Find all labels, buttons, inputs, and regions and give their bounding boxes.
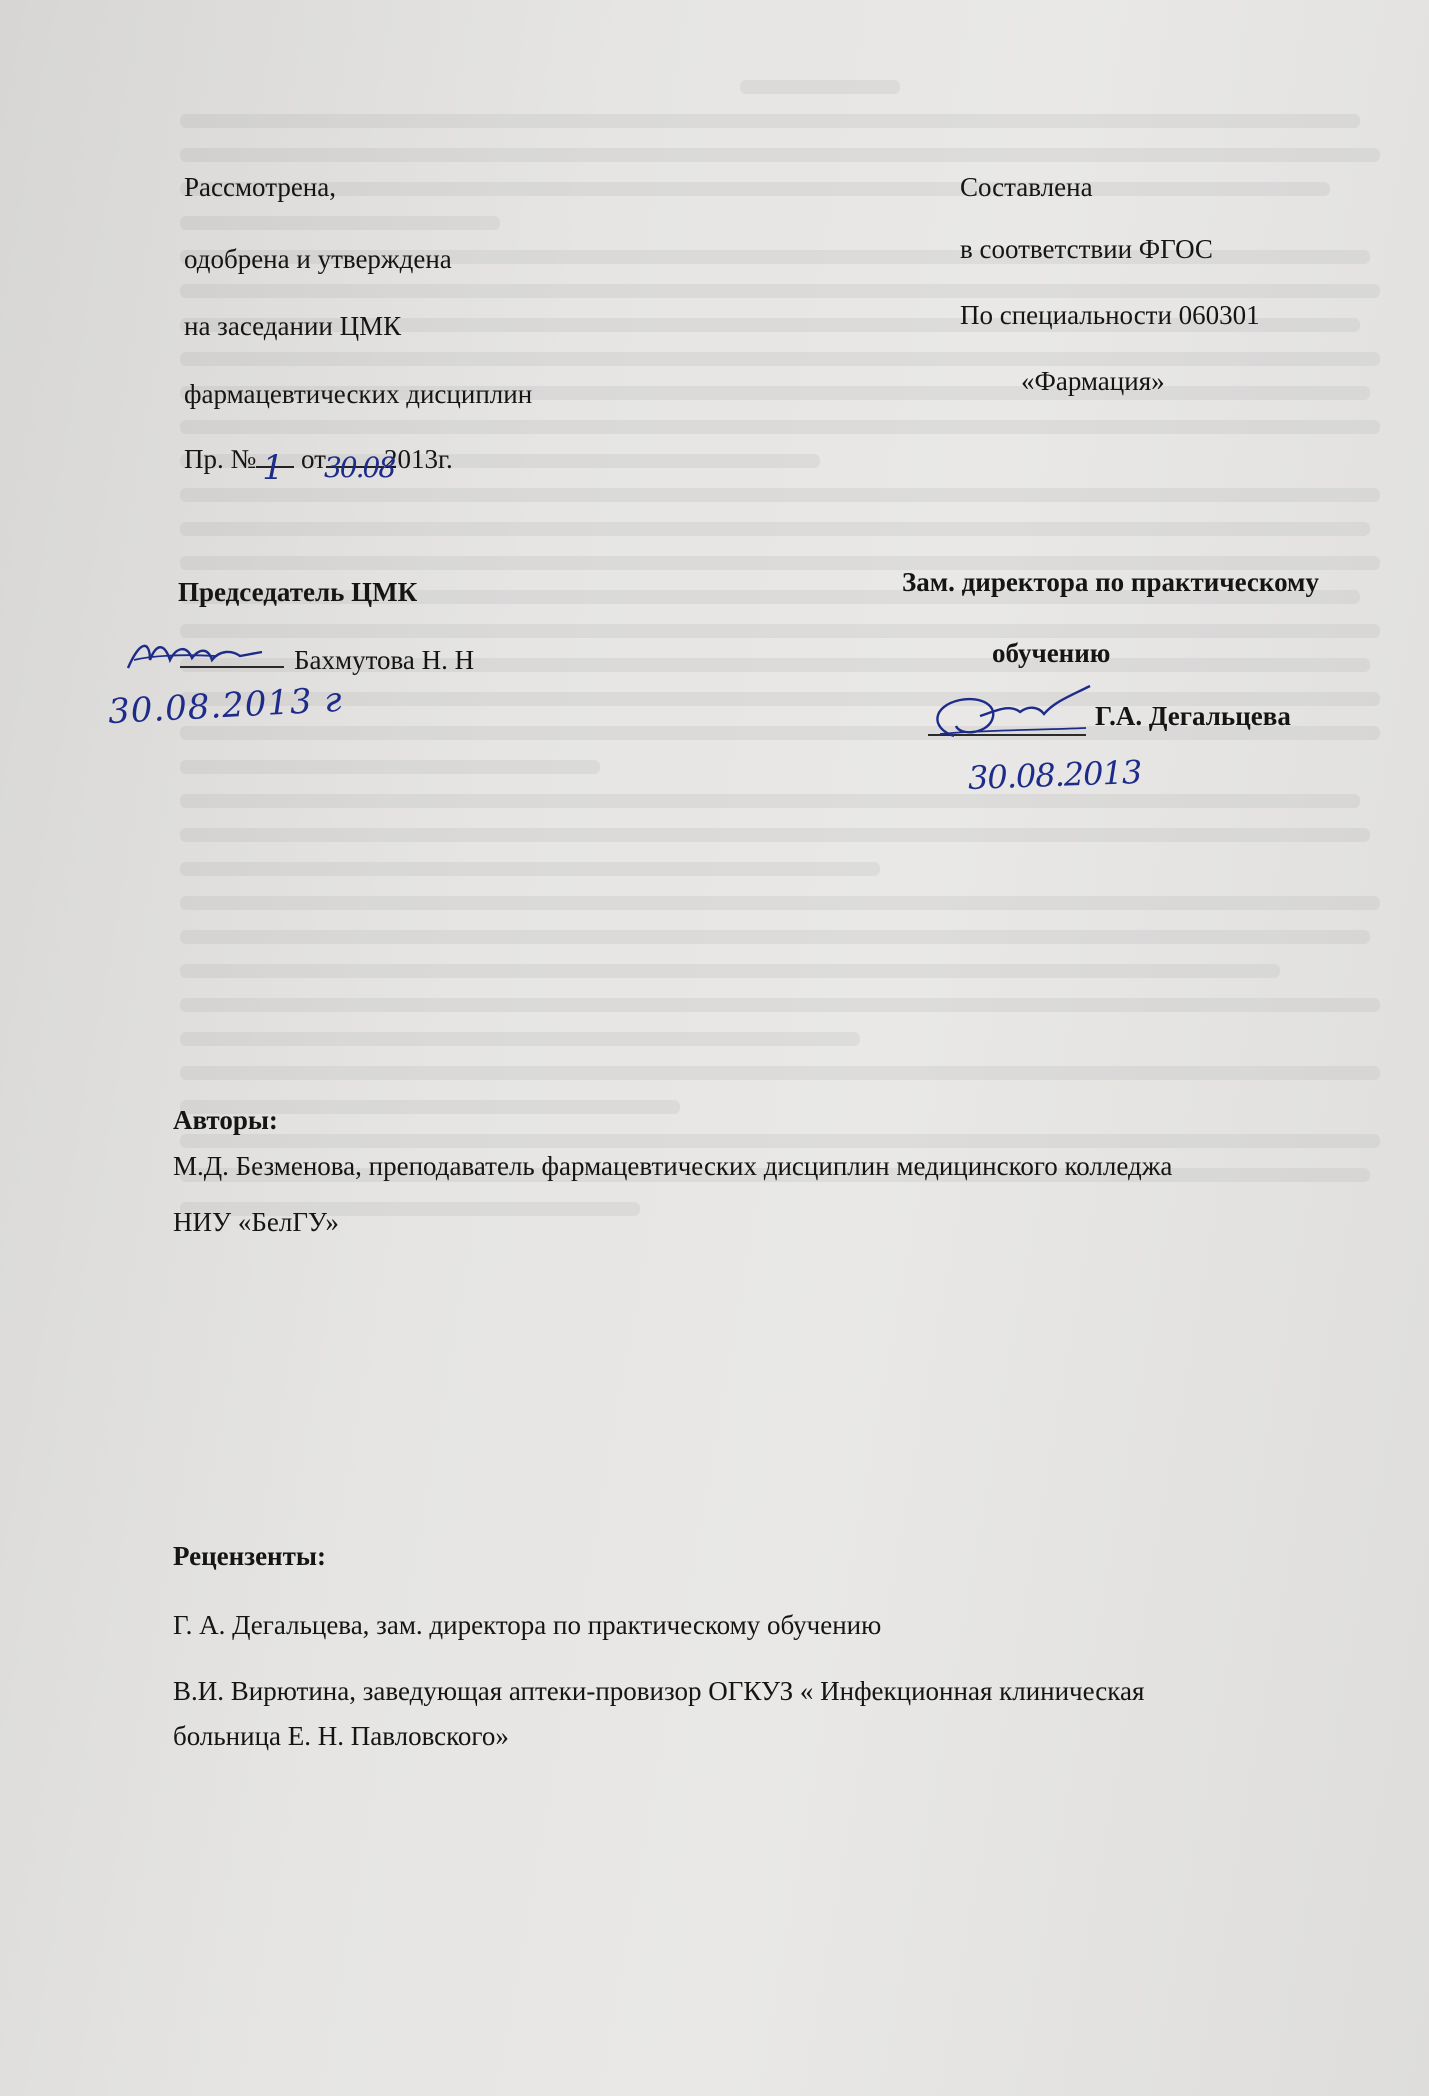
protocol-line	[184, 443, 453, 488]
protocol-year: 2013г.	[383, 444, 453, 474]
chair-name: Бахмутова Н. Н	[294, 645, 475, 675]
protocol-prefix: Пр. №	[184, 444, 257, 474]
protocol-from: от	[301, 444, 326, 474]
reviewers-heading: Рецензенты:	[173, 1541, 326, 1571]
authors-line-2: НИУ «БелГУ»	[173, 1207, 339, 1237]
deputy-name: Г.А. Дегальцева	[1095, 701, 1291, 731]
protocol-number-handwritten: 1	[262, 448, 284, 488]
compiled-line-4: «Фармация»	[1021, 366, 1165, 396]
authors-line-1: М.Д. Безменова, преподаватель фармацевтических дисциплин медицинского колледжа	[173, 1151, 1173, 1181]
approval-line-4: фармацевтических дисциплин	[184, 379, 533, 409]
protocol-number	[256, 448, 294, 488]
approval-line-1: Рассмотрена,	[184, 172, 336, 202]
deputy-signature-date: 30.08.2013	[967, 752, 1142, 798]
chair-signature	[120, 630, 270, 680]
reviewer-line-1: Г. А. Дегальцева, зам. директора по практическому обучению	[173, 1610, 882, 1640]
compiled-line-1: Составлена	[960, 172, 1093, 202]
deputy-signature	[920, 676, 1120, 742]
reviewer-line-2a: В.И. Вирютина, заведующая аптеки-провизор ОГКУЗ « Инфекционная клиническая	[173, 1676, 1145, 1706]
approval-line-3: на заседании ЦМК	[184, 311, 402, 341]
compiled-line-3: По специальности 060301	[960, 300, 1260, 330]
protocol-date-handwritten: 30.08	[323, 451, 395, 484]
protocol-date	[323, 451, 395, 484]
deputy-title-line-1: Зам. директора по практическому	[902, 567, 1319, 597]
compiled-line-2: в соответствии ФГОС	[960, 234, 1213, 264]
chair-title: Председатель ЦМК	[178, 577, 418, 607]
authors-heading: Авторы:	[173, 1105, 278, 1135]
approval-line-2: одобрена и утверждена	[184, 244, 452, 274]
chair-signature-date: 30.08.2013 г	[107, 679, 344, 733]
reviewer-line-2b: больница Е. Н. Павловского»	[173, 1721, 509, 1751]
deputy-title-line-2: обучению	[992, 638, 1111, 668]
